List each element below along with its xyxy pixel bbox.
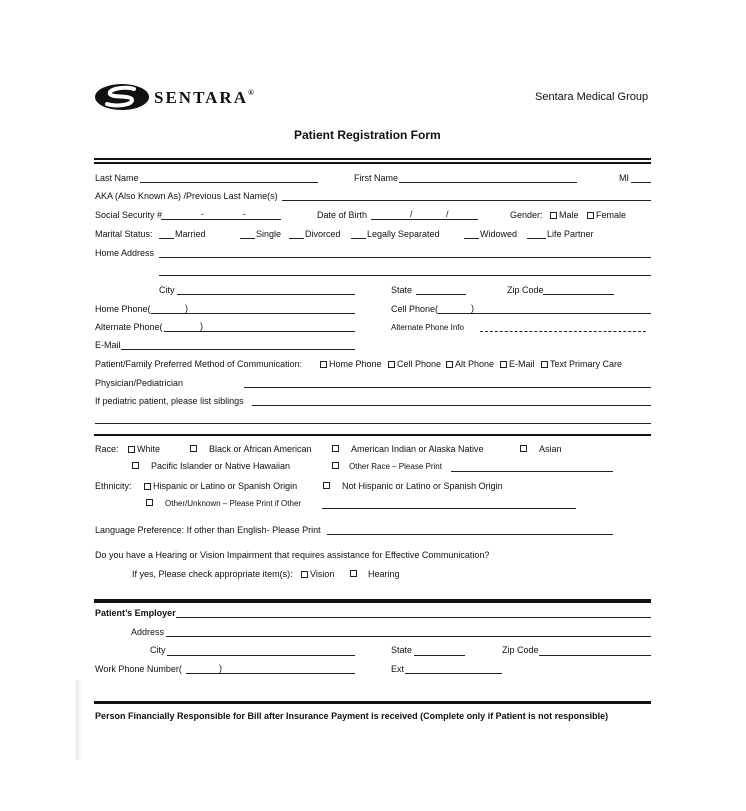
single-option: Single xyxy=(256,229,282,239)
impairment-question: Do you have a Hearing or Vision Impairment that requires assistance for Effective Communication? xyxy=(95,550,490,560)
employer-field[interactable] xyxy=(176,617,651,618)
checkbox-icon[interactable] xyxy=(550,212,557,219)
home-address-field-2[interactable] xyxy=(159,275,651,276)
checkbox-icon[interactable] xyxy=(500,361,507,368)
separated-option: Legally Separated xyxy=(367,229,440,239)
checkbox-icon[interactable] xyxy=(144,483,151,490)
sentara-logo-icon xyxy=(94,83,150,111)
vision-option[interactable]: Vision xyxy=(301,569,334,580)
cell-phone-paren: ) xyxy=(471,303,474,313)
physician-field[interactable] xyxy=(244,387,651,388)
alt-phone-info-field[interactable] xyxy=(480,331,646,332)
checkbox-icon[interactable] xyxy=(541,361,548,368)
mi-label: MI xyxy=(619,173,629,183)
ethnicity-other-option: Other/Unknown – Please Print if Other xyxy=(165,499,302,508)
separated-blank[interactable] xyxy=(351,238,366,239)
race-asian-checkbox-icon[interactable] xyxy=(520,445,527,452)
section-rule-financial xyxy=(94,701,651,704)
aka-field[interactable] xyxy=(282,200,651,201)
aka-label: AKA (Also Known As) /Previous Last Name(s) xyxy=(95,191,278,201)
employer-city-label: City xyxy=(150,645,166,655)
gender-female-option[interactable]: Female xyxy=(587,210,626,221)
hearing-option: Hearing xyxy=(368,569,400,579)
ethnicity-not-hispanic-option: Not Hispanic or Latino or Spanish Origin xyxy=(342,481,503,491)
email-field[interactable] xyxy=(121,349,355,350)
zip-field[interactable] xyxy=(543,294,614,295)
section-rule-race xyxy=(94,434,651,436)
employer-heading: Patient’s Employer xyxy=(95,608,176,618)
siblings-label: If pediatric patient, please list siblings xyxy=(95,396,244,406)
race-asian-option: Asian xyxy=(539,444,562,454)
widowed-option: Widowed xyxy=(480,229,518,239)
dob-field[interactable] xyxy=(371,219,478,220)
language-field[interactable] xyxy=(327,534,613,535)
last-name-field[interactable] xyxy=(140,182,318,183)
ethnicity-not-hispanic-checkbox-icon[interactable] xyxy=(323,482,330,489)
ssn-dash-2: - xyxy=(243,209,246,219)
gender-label: Gender: xyxy=(510,210,543,220)
comm-pref-label: Patient/Family Preferred Method of Communication: xyxy=(95,359,303,369)
work-phone-label: Work Phone Number( xyxy=(95,664,182,674)
home-phone-field[interactable] xyxy=(151,313,355,314)
dob-slash-1: / xyxy=(410,209,413,219)
comm-text-option[interactable]: Text Primary Care xyxy=(541,359,622,370)
alt-phone-field[interactable] xyxy=(164,331,355,332)
ethnicity-other-checkbox-icon[interactable] xyxy=(146,499,153,506)
if-yes-label: If yes, Please check appropriate item(s): xyxy=(132,569,293,579)
physician-label: Physician/Pediatrician xyxy=(95,378,184,388)
work-phone-field[interactable] xyxy=(186,673,355,674)
life-partner-option: Life Partner xyxy=(547,229,594,239)
first-name-field[interactable] xyxy=(399,182,577,183)
checkbox-icon[interactable] xyxy=(301,571,308,578)
race-pacific-checkbox-icon[interactable] xyxy=(132,462,139,469)
first-name-label: First Name xyxy=(354,173,399,183)
divorced-option: Divorced xyxy=(305,229,341,239)
hearing-checkbox-icon[interactable] xyxy=(350,570,357,577)
checkbox-icon[interactable] xyxy=(587,212,594,219)
ssn-dash-1: - xyxy=(201,209,204,219)
cell-phone-label: Cell Phone( xyxy=(391,304,439,314)
employer-state-label: State xyxy=(391,645,413,655)
top-rule-2 xyxy=(94,162,651,164)
form-title: Patient Registration Form xyxy=(294,128,441,142)
state-field[interactable] xyxy=(416,294,466,295)
page-shadow xyxy=(76,680,82,760)
employer-address-field[interactable] xyxy=(166,636,651,637)
alt-phone-info-label: Alternate Phone Info xyxy=(391,323,464,332)
zip-label: Zip Code xyxy=(507,285,544,295)
race-label: Race: xyxy=(95,444,119,454)
financial-heading: Person Financially Responsible for Bill after Insurance Payment is received (Complete only if Patient is not responsible) xyxy=(95,711,609,721)
race-other-checkbox-icon[interactable] xyxy=(332,462,339,469)
alt-phone-paren: ) xyxy=(200,321,203,331)
race-other-field[interactable] xyxy=(451,471,613,472)
widowed-blank[interactable] xyxy=(464,238,479,239)
cell-phone-field[interactable] xyxy=(438,313,651,314)
ssn-field[interactable] xyxy=(161,219,281,220)
siblings-field[interactable] xyxy=(252,405,651,406)
home-phone-paren: ) xyxy=(185,303,188,313)
life-partner-blank[interactable] xyxy=(527,238,546,239)
ssn-label: Social Security # xyxy=(95,210,163,220)
employer-address-label: Address xyxy=(131,627,165,637)
checkbox-icon[interactable] xyxy=(388,361,395,368)
checkbox-icon[interactable] xyxy=(128,446,135,453)
gender-male-option[interactable]: Male xyxy=(550,210,579,221)
home-phone-label: Home Phone( xyxy=(95,304,151,314)
divorced-blank[interactable] xyxy=(289,238,304,239)
ext-label: Ext xyxy=(391,664,405,674)
ext-field[interactable] xyxy=(405,673,502,674)
married-option: Married xyxy=(175,229,206,239)
race-other-option: Other Race – Please Print xyxy=(349,462,442,471)
language-label: Language Preference: If other than English- Please Print xyxy=(95,525,321,535)
work-phone-paren: ) xyxy=(219,663,222,673)
comm-cell-option[interactable]: Cell Phone xyxy=(388,359,441,370)
checkbox-icon[interactable] xyxy=(446,361,453,368)
race-pacific-option: Pacific Islander or Native Hawaiian xyxy=(151,461,291,471)
mi-field[interactable] xyxy=(631,182,651,183)
alt-phone-label: Alternate Phone( xyxy=(95,322,163,332)
comm-home-option[interactable]: Home Phone xyxy=(320,359,382,370)
email-label: E-Mail xyxy=(95,340,121,350)
dob-slash-2: / xyxy=(446,209,449,219)
single-blank[interactable] xyxy=(240,238,255,239)
race-white-option[interactable]: White xyxy=(128,444,160,455)
city-label: City xyxy=(159,285,175,295)
ethnicity-other-field[interactable] xyxy=(322,508,576,509)
group-name: Sentara Medical Group xyxy=(535,91,649,103)
dob-label: Date of Birth xyxy=(317,210,368,220)
employer-state-field[interactable] xyxy=(414,655,465,656)
race-american-indian-checkbox-icon[interactable] xyxy=(332,445,339,452)
home-address-label: Home Address xyxy=(95,248,155,258)
logo-text: SENTARA® xyxy=(154,88,256,107)
section-rule-employer xyxy=(94,599,651,603)
marital-label: Marital Status: xyxy=(95,229,153,239)
state-label: State xyxy=(391,285,413,295)
comm-email-option[interactable]: E-Mail xyxy=(500,359,535,370)
last-name-label: Last Name xyxy=(95,173,139,183)
comm-alt-option[interactable]: Alt Phone xyxy=(446,359,494,370)
race-black-checkbox-icon[interactable] xyxy=(190,445,197,452)
race-american-indian-option: American Indian or Alaska Native xyxy=(351,444,484,454)
employer-zip-field[interactable] xyxy=(539,655,651,656)
race-black-option: Black or African American xyxy=(209,444,312,454)
siblings-field-2[interactable] xyxy=(95,423,651,424)
married-blank[interactable] xyxy=(159,238,174,239)
ethnicity-hispanic-option[interactable]: Hispanic or Latino or Spanish Origin xyxy=(144,481,297,492)
checkbox-icon[interactable] xyxy=(320,361,327,368)
home-address-field[interactable] xyxy=(159,257,651,258)
ethnicity-label: Ethnicity: xyxy=(95,481,132,491)
top-rule xyxy=(94,158,651,160)
employer-city-field[interactable] xyxy=(167,655,355,656)
city-field[interactable] xyxy=(177,294,355,295)
employer-zip-label: Zip Code xyxy=(502,645,539,655)
